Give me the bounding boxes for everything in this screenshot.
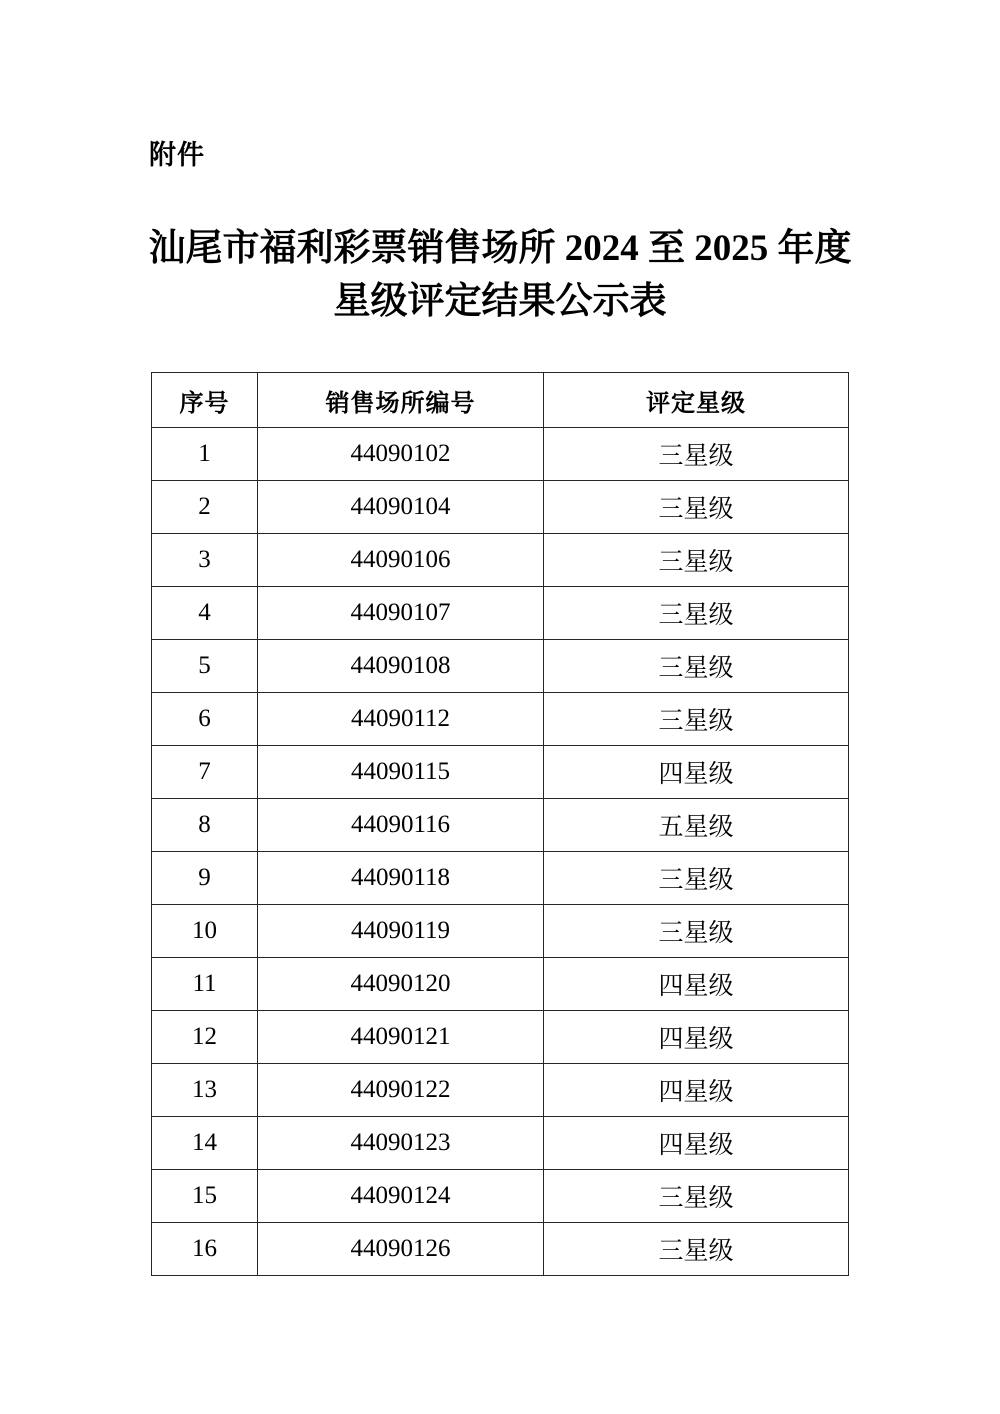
cell-index: 7 [152, 746, 258, 799]
cell-star-rating: 三星级 [544, 481, 849, 534]
cell-venue-code: 44090123 [258, 1117, 544, 1170]
cell-index: 13 [152, 1064, 258, 1117]
cell-star-rating: 三星级 [544, 587, 849, 640]
cell-venue-code: 44090106 [258, 534, 544, 587]
cell-venue-code: 44090112 [258, 693, 544, 746]
cell-star-rating: 四星级 [544, 746, 849, 799]
column-header-venue-code: 销售场所编号 [258, 373, 544, 428]
cell-venue-code: 44090121 [258, 1011, 544, 1064]
cell-index: 1 [152, 428, 258, 481]
cell-venue-code: 44090124 [258, 1170, 544, 1223]
cell-venue-code: 44090119 [258, 905, 544, 958]
cell-index: 15 [152, 1170, 258, 1223]
cell-star-rating: 三星级 [544, 534, 849, 587]
table-row [152, 1223, 849, 1276]
cell-index: 9 [152, 852, 258, 905]
cell-star-rating: 三星级 [544, 852, 849, 905]
table-row [152, 852, 849, 905]
cell-index: 5 [152, 640, 258, 693]
cell-venue-code: 44090118 [258, 852, 544, 905]
cell-index: 6 [152, 693, 258, 746]
cell-star-rating: 五星级 [544, 799, 849, 852]
rating-table [151, 372, 849, 1276]
cell-index: 11 [152, 958, 258, 1011]
attachment-label: 附件 [149, 140, 205, 170]
table-row [152, 958, 849, 1011]
cell-venue-code: 44090115 [258, 746, 544, 799]
cell-index: 3 [152, 534, 258, 587]
document-title-line2: 星级评定结果公示表 [333, 281, 667, 322]
table-row [152, 799, 849, 852]
table-row [152, 1011, 849, 1064]
cell-venue-code: 44090108 [258, 640, 544, 693]
cell-venue-code: 44090116 [258, 799, 544, 852]
cell-index: 12 [152, 1011, 258, 1064]
table-header-row [152, 373, 849, 428]
column-header-star-rating: 评定星级 [544, 373, 849, 428]
cell-index: 14 [152, 1117, 258, 1170]
table-row [152, 640, 849, 693]
table-row [152, 1170, 849, 1223]
table-row [152, 587, 849, 640]
cell-venue-code: 44090122 [258, 1064, 544, 1117]
document-title [0, 222, 1000, 328]
cell-star-rating: 四星级 [544, 1064, 849, 1117]
cell-star-rating: 四星级 [544, 1117, 849, 1170]
table-row [152, 1117, 849, 1170]
table-row [152, 481, 849, 534]
cell-venue-code: 44090126 [258, 1223, 544, 1276]
cell-star-rating: 三星级 [544, 905, 849, 958]
table-row [152, 693, 849, 746]
column-header-index: 序号 [152, 373, 258, 428]
cell-star-rating: 三星级 [544, 693, 849, 746]
cell-star-rating: 三星级 [544, 1223, 849, 1276]
cell-index: 10 [152, 905, 258, 958]
cell-index: 16 [152, 1223, 258, 1276]
cell-venue-code: 44090104 [258, 481, 544, 534]
cell-index: 4 [152, 587, 258, 640]
cell-star-rating: 三星级 [544, 1170, 849, 1223]
document-title-line1: 汕尾市福利彩票销售场所 2024 至 2025 年度 [148, 228, 852, 269]
cell-star-rating: 四星级 [544, 1011, 849, 1064]
table-row [152, 428, 849, 481]
cell-venue-code: 44090120 [258, 958, 544, 1011]
cell-index: 2 [152, 481, 258, 534]
cell-venue-code: 44090102 [258, 428, 544, 481]
table-row [152, 1064, 849, 1117]
table-row [152, 746, 849, 799]
cell-index: 8 [152, 799, 258, 852]
table-row [152, 905, 849, 958]
cell-star-rating: 三星级 [544, 428, 849, 481]
cell-venue-code: 44090107 [258, 587, 544, 640]
cell-star-rating: 四星级 [544, 958, 849, 1011]
table-row [152, 534, 849, 587]
cell-star-rating: 三星级 [544, 640, 849, 693]
table-body [152, 428, 849, 1276]
